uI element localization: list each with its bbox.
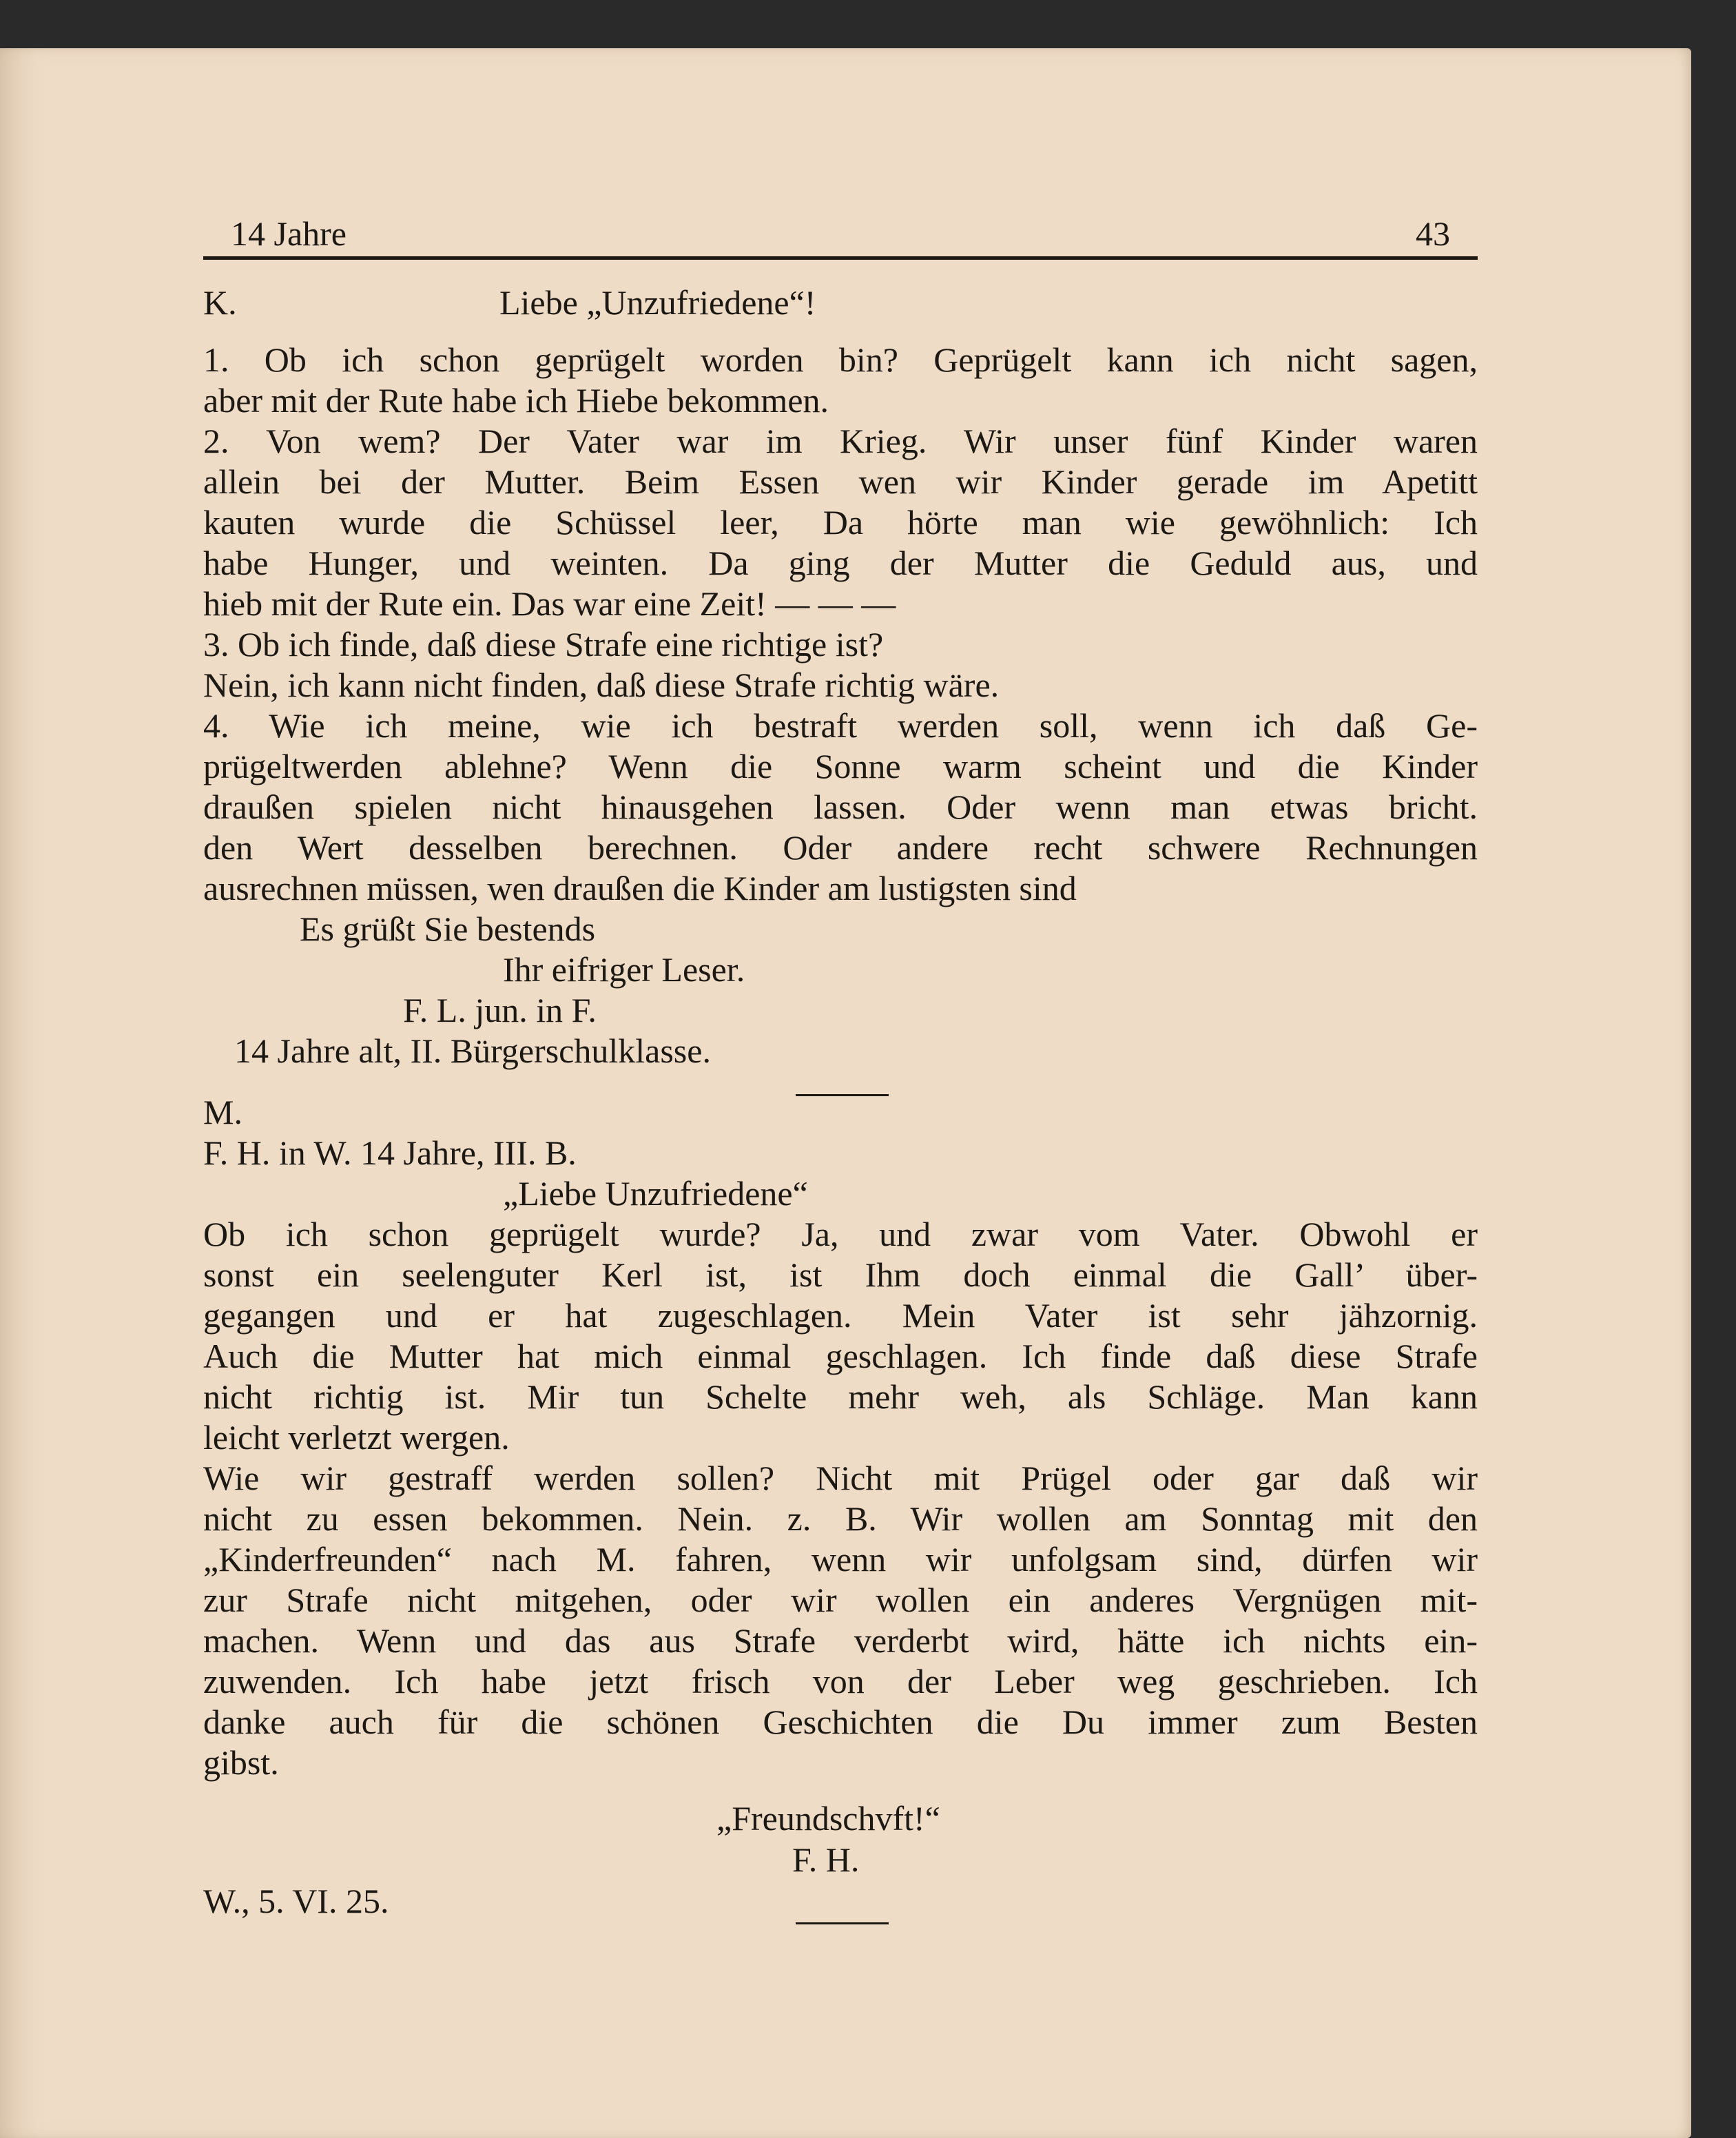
letter2-line: „Kinderfreunden“ nach M. fahren, wenn wir unfolgsam sind, dürfen wir — [203, 1540, 1478, 1579]
letter1-line: Nein, ich kann nicht finden, daß diese Strafe richtig wäre. — [203, 666, 1000, 704]
letter2-line: Auch die Mutter hat mich einmal geschlagen. Ich finde daß diese Strafe — [203, 1337, 1478, 1375]
letter1-line: den Wert desselben berechnen. Oder andere recht schwere Rechnungen — [203, 828, 1478, 867]
letter2-line: Ob ich schon geprügelt wurde? Ja, und zwar vom Vater. Obwohl er — [203, 1215, 1478, 1253]
letter1-signature: Ihr eifriger Leser. — [503, 950, 745, 989]
running-title: 14 Jahre — [231, 214, 347, 253]
letter2-line: gibst. — [203, 1743, 279, 1782]
letter2-line: gegangen und er hat zugeschlagen. Mein Vater ist sehr jähzornig. — [203, 1296, 1478, 1335]
letter1-name: F. L. jun. in F. — [403, 991, 597, 1029]
letter1-line: ausrechnen müssen, wen draußen die Kinder am lustigsten sind — [203, 869, 1077, 907]
letter2-line: zuwenden. Ich habe jetzt frisch von der Leber weg geschrieben. Ich — [203, 1662, 1478, 1700]
letter2-closing: „Freundschvft!“ — [716, 1799, 940, 1838]
letter2-date: W., 5. VI. 25. — [203, 1882, 389, 1920]
header-rule — [203, 256, 1478, 260]
letter1-line: 4. Wie ich meine, wie ich bestraft werden soll, wenn ich daß Ge- — [203, 706, 1478, 745]
letter1-line: allein bei der Mutter. Beim Essen wen wir Kinder gerade im Apetitt — [203, 462, 1478, 501]
letter1-line: 2. Von wem? Der Vater war im Krieg. Wir unser fünf Kinder waren — [203, 422, 1478, 460]
letter1-age: 14 Jahre alt, II. Bürgerschulklasse. — [234, 1031, 711, 1070]
letter2-line: nicht richtig ist. Mir tun Schelte mehr weh, als Schläge. Man kann — [203, 1377, 1478, 1416]
letter1-line: 1. Ob ich schon geprügelt worden bin? Geprügelt kann ich nicht sagen, — [203, 340, 1478, 379]
letter1-line: aber mit der Rute habe ich Hiebe bekommen. — [203, 381, 829, 420]
letter2-line: zur Strafe nicht mitgehen, oder wir wollen ein anderes Vergnügen mit- — [203, 1581, 1478, 1619]
letter1-closing: Es grüßt Sie bestends — [300, 909, 596, 948]
letter2-line: Wie wir gestraff werden sollen? Nicht mit Prügel oder gar daß wir — [203, 1459, 1478, 1497]
running-header — [203, 207, 1478, 255]
letter1-line: prügeltwerden ablehne? Wenn die Sonne warm scheint und die Kinder — [203, 747, 1478, 785]
letter1-salutation: Liebe „Unzufriedene“! — [499, 283, 816, 322]
letter2-line: danke auch für die schönen Geschichten die Du immer zum Besten — [203, 1703, 1478, 1741]
section-divider — [796, 1922, 889, 1924]
letter2-salutation: „Liebe Unzufriedene“ — [503, 1174, 808, 1213]
letter1-line: draußen spielen nicht hinausgehen lassen. Oder wenn man etwas bricht. — [203, 788, 1478, 826]
letter1-line: kauten wurde die Schüssel leer, Da hörte man wie gewöhnlich: Ich — [203, 503, 1478, 542]
letter1-line: 3. Ob ich finde, daß diese Strafe eine richtige ist? — [203, 625, 884, 664]
page-number: 43 — [1416, 214, 1450, 253]
letter2-line: nicht zu essen bekommen. Nein. z. B. Wir wollen am Sonntag mit den — [203, 1499, 1478, 1538]
letter2-line: leicht verletzt wergen. — [203, 1418, 510, 1457]
letter2-line: machen. Wenn und das aus Strafe verderbt wird, hätte ich nichts ein- — [203, 1621, 1478, 1660]
letter2-initial: M. — [203, 1093, 242, 1131]
letter2-sender: F. H. in W. 14 Jahre, III. B. — [203, 1133, 577, 1172]
letter1-line: habe Hunger, und weinten. Da ging der Mutter die Geduld aus, und — [203, 544, 1478, 582]
letter1-initial: K. — [203, 283, 237, 322]
letter2-line: sonst ein seelenguter Kerl ist, ist Ihm doch einmal die Gall’ über- — [203, 1255, 1478, 1294]
letter2-signature: F. H. — [792, 1840, 860, 1879]
letter1-line: hieb mit der Rute ein. Das war eine Zeit! — — — — [203, 584, 896, 623]
